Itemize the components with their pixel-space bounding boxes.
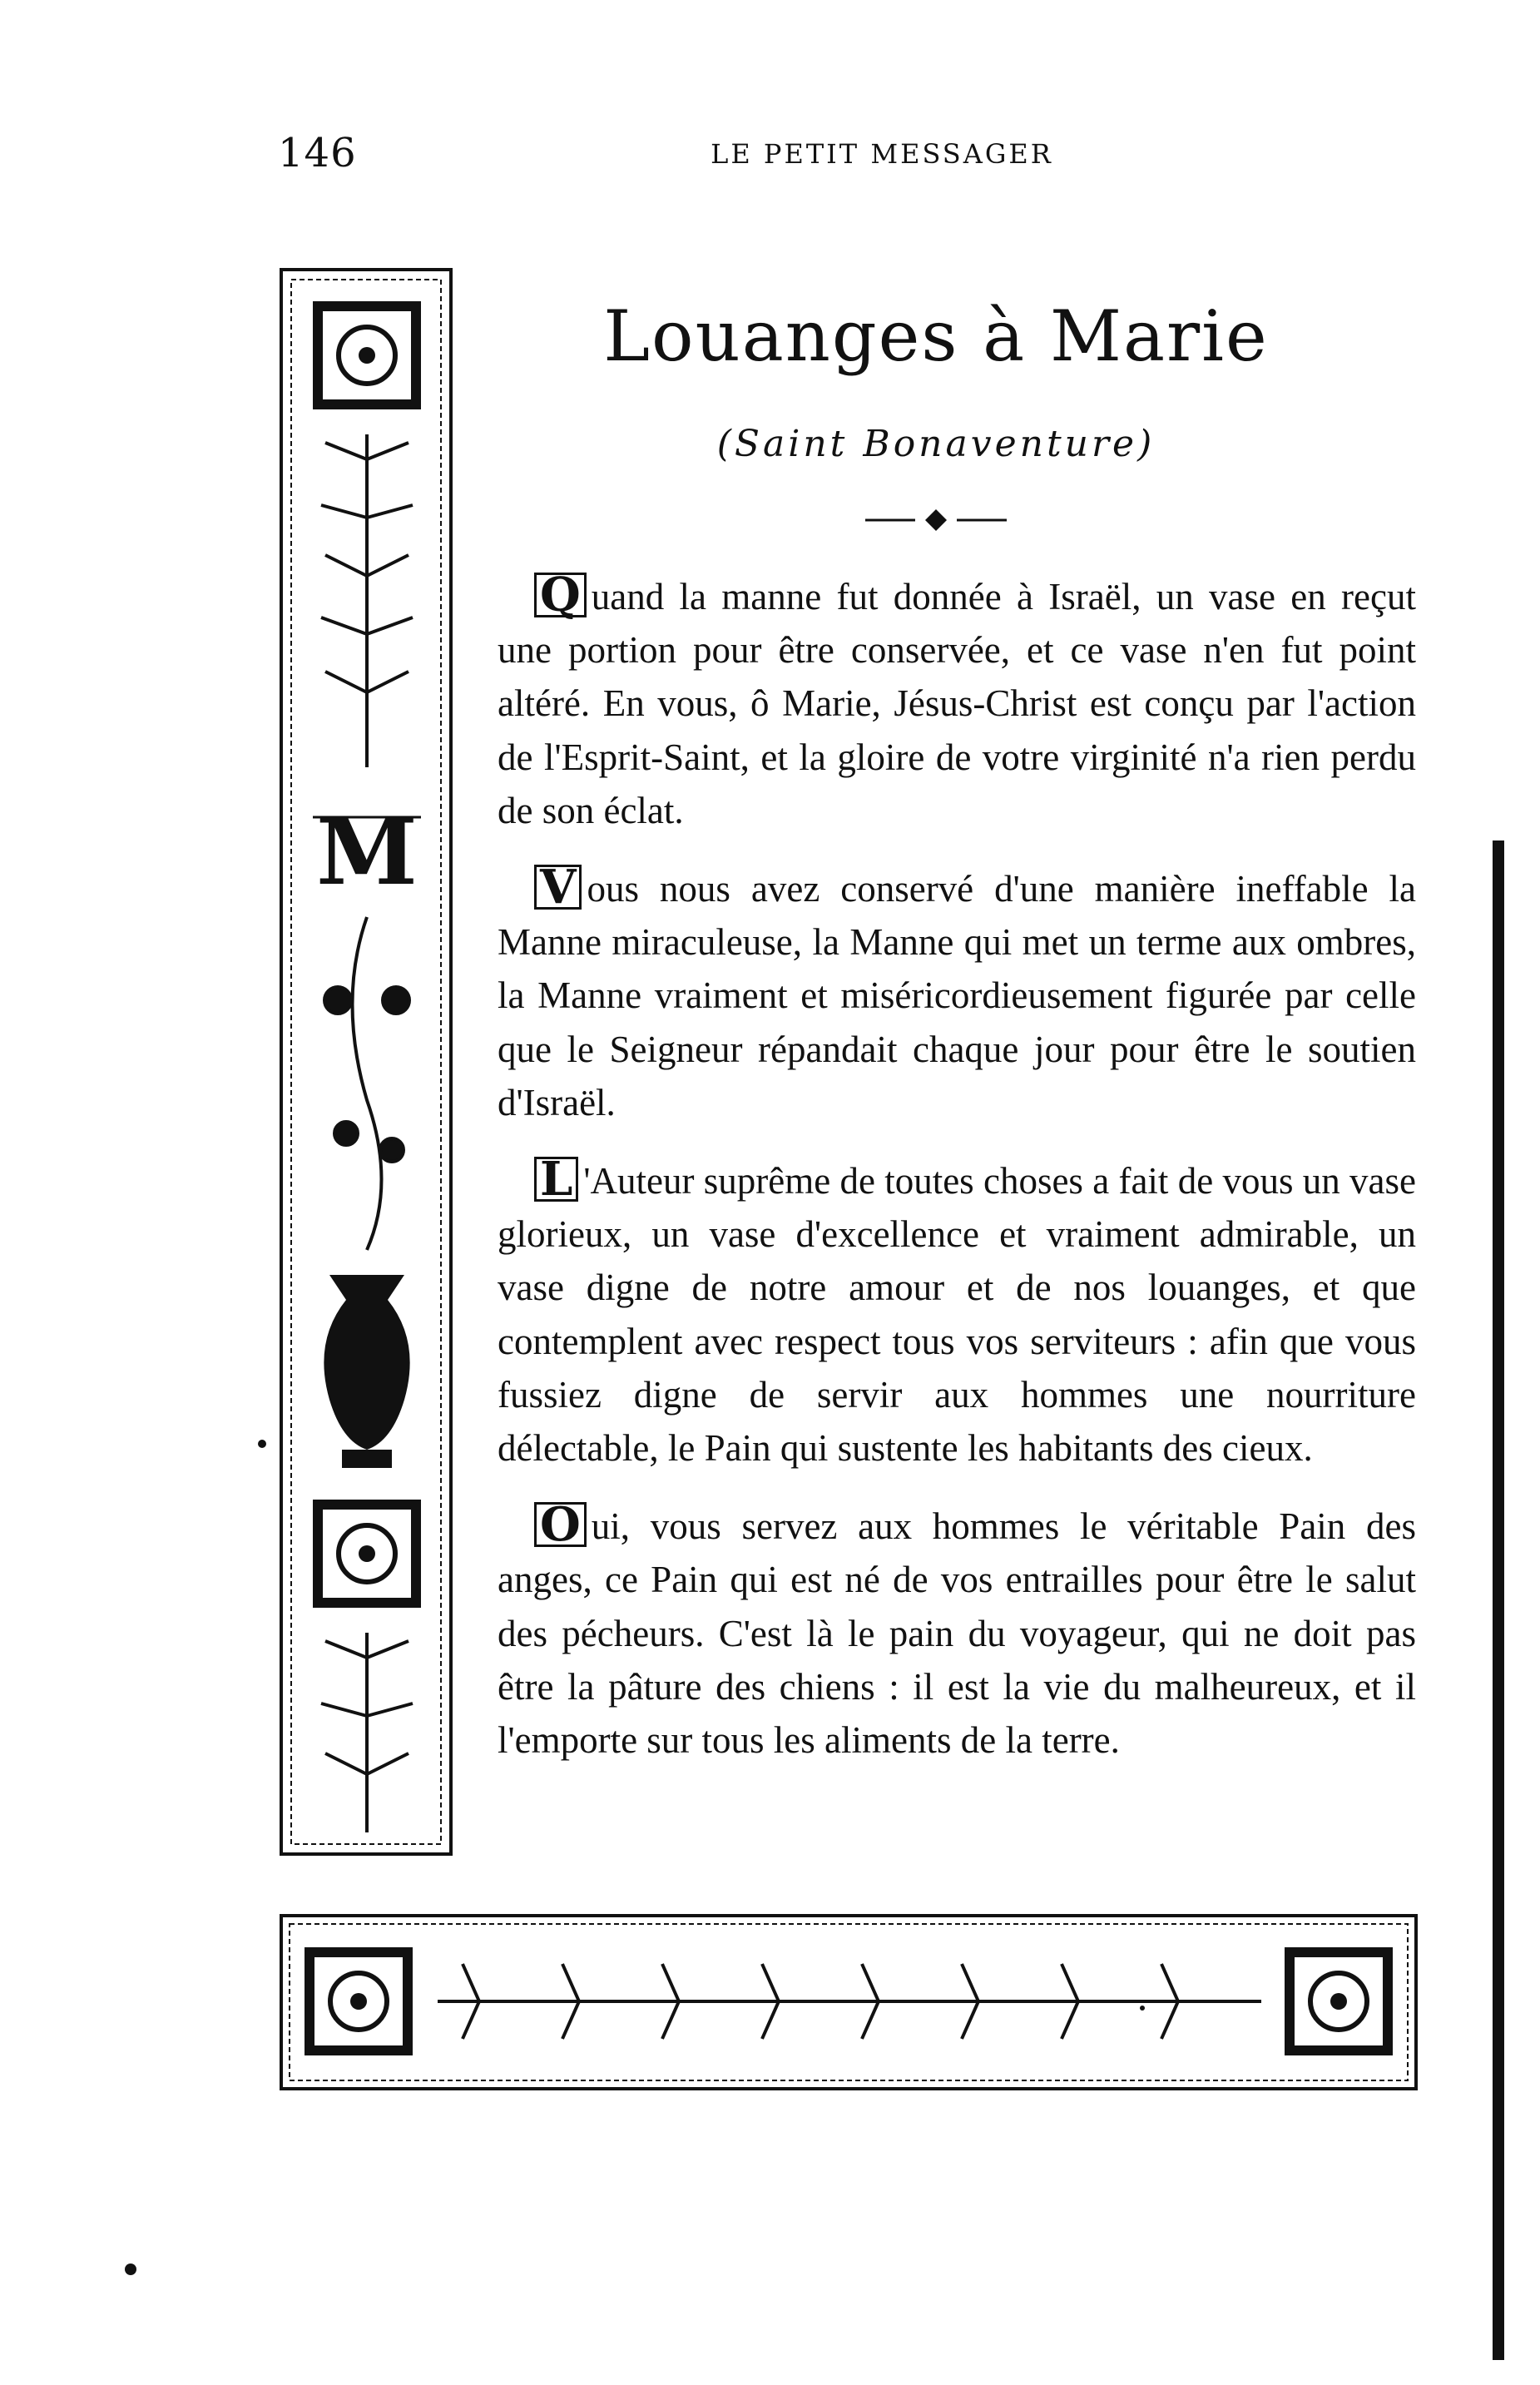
ink-speck [1140, 2006, 1145, 2011]
paragraph-text: 'Auteur suprême de toutes choses a fait de vous un vase glorieux, un vase d'excellence et vraiment admirable, un vase digne de notre amour et de nos louanges, et que contemplent avec respect tous vos serviteurs : afin que vous fussiez digne de servir aux hommes une nourriture délectable, le Pain qui sustente les habitants des cieux. [498, 1160, 1416, 1470]
floral-vase-border [280, 268, 453, 1856]
leaf-sprig-icon [321, 434, 413, 767]
drop-cap: Q [534, 573, 587, 617]
paragraph-text: uand la manne fut donnée à Israël, un vase en reçut une portion pour être conservée, et ce vase n'en fut point altéré. En vous, ô Marie, Jésus-Christ est conçu par l'action de l'Esprit-Saint, et la gloire de votre virginité n'a rien perdu de son éclat. [498, 576, 1416, 831]
scan-margin-bar [1493, 840, 1504, 2360]
drop-cap: L [534, 1157, 578, 1202]
square-ornament-icon [313, 1500, 421, 1608]
page-header [0, 130, 1540, 180]
square-ornament-icon [305, 1947, 413, 2055]
ink-speck [125, 2264, 136, 2275]
paragraph [498, 862, 1416, 1129]
article-subtitle: (Saint Bonaventure) [716, 423, 1156, 465]
paragraph-text: ui, vous servez aux hommes le véritable Pain des anges, ce Pain qui est né de vos entrailles pour être le salut des pécheurs. C'est là le pain du voyageur, qui ne doit pas être la pâture des chiens : il est la vie du malheureux, et il l'emporte sur tous les aliments de la terre. [498, 1505, 1416, 1762]
svg-text:M: M [316, 798, 418, 905]
square-ornament-icon [313, 301, 421, 409]
paragraph [498, 1497, 1416, 1767]
article-title: Louanges à Marie [603, 295, 1269, 377]
paragraph [498, 1154, 1416, 1475]
vase-icon [324, 1275, 409, 1468]
running-title: LE PETIT MESSAGER [711, 138, 1053, 170]
square-ornament-icon [1285, 1947, 1393, 2055]
title-ornament-icon [865, 506, 1007, 534]
article-body [498, 570, 1416, 1792]
leaf-sprig-icon [438, 1964, 1261, 2039]
flower-stem-icon [324, 917, 409, 1250]
drop-cap: V [534, 865, 582, 910]
leaf-sprig-icon [321, 1633, 413, 1832]
drop-cap: O [534, 1502, 587, 1547]
bottom-floral-border [280, 1914, 1418, 2090]
marian-monogram-icon [313, 798, 421, 905]
ink-speck [258, 1440, 266, 1448]
page-number: 146 [278, 130, 357, 176]
paragraph [498, 570, 1416, 837]
paragraph-text: ous nous avez conservé d'une manière ineffable la Manne miraculeuse, la Manne qui met un terme aux ombres, la Manne vraiment et miséricordieusement figurée par celle que le Seigneur répandait chaque jour pour être le soutien d'Israël. [498, 868, 1416, 1123]
